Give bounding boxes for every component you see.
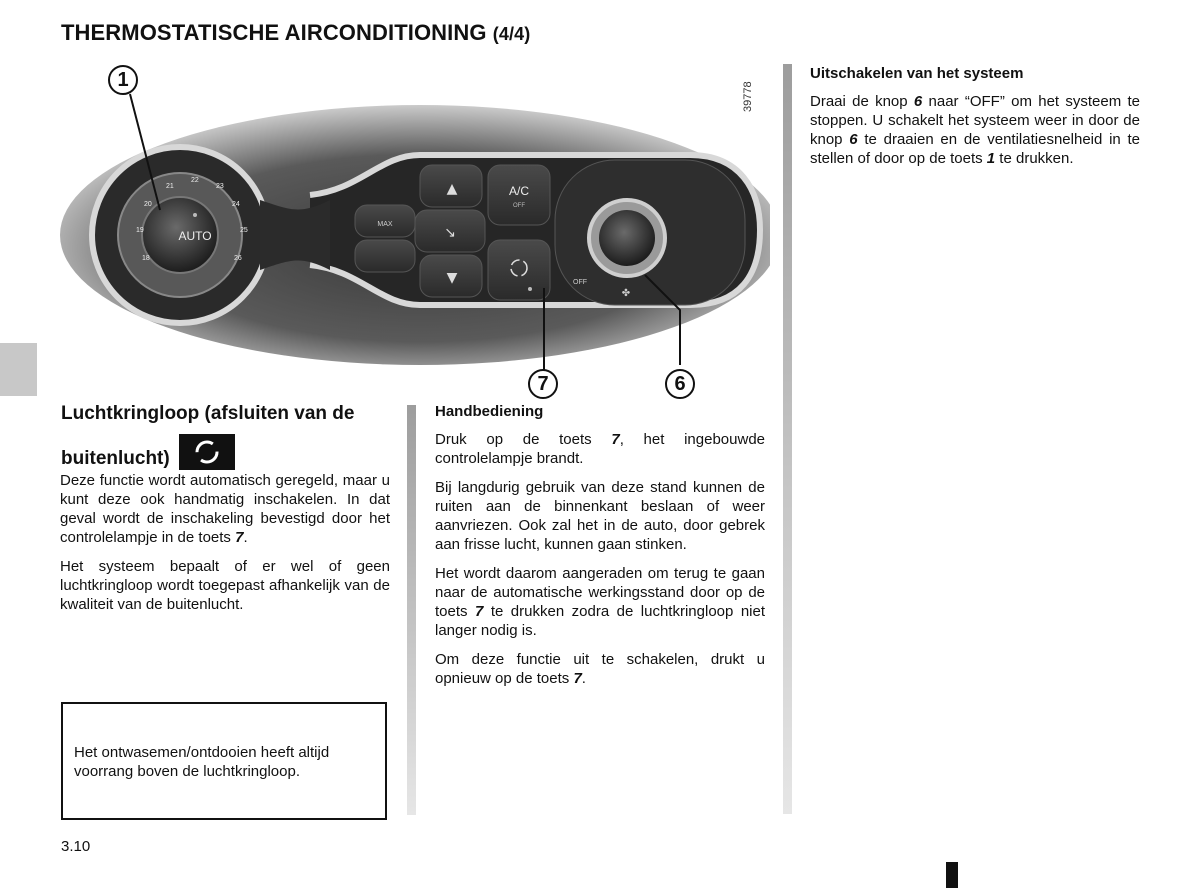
col2-body	[435, 402, 765, 698]
ref-number: 1	[986, 150, 996, 167]
page-indicator: (4/4)	[492, 24, 531, 44]
ref-number: 7	[573, 670, 582, 687]
paragraph	[435, 564, 765, 640]
text-run: te drukken zodra de luchtkringloop niet langer nodig is.	[435, 603, 766, 639]
page-edge-marker	[946, 862, 958, 888]
callout-6: 6	[665, 369, 695, 399]
subheading-manual: Handbediening	[435, 403, 544, 420]
fan-knob[interactable]	[599, 210, 655, 266]
ref-number: 7	[235, 529, 244, 546]
text-run: Deze functie wordt automatisch geregeld, maar u kunt deze ook handmatig inschakelen. In dat geval wordt de inschakeling bevestigd door het controlelampje in de toets	[60, 472, 390, 546]
heading-line-1: Luchtkringloop (afsluiten van de	[61, 403, 355, 424]
paragraph	[435, 650, 765, 688]
recirculation-button[interactable]	[488, 240, 550, 300]
auto-indicator-icon	[193, 213, 197, 217]
text-run: .	[581, 670, 586, 687]
ac-label: A/C	[508, 184, 530, 198]
paragraph: Het systeem bepaalt of er wel of geen luchtkringloop wordt toegepast afhankelijk van de kwaliteit van de buitenlucht.	[60, 558, 390, 613]
max-label: MAX	[377, 221, 393, 228]
down-arrow-icon: ▼	[446, 270, 458, 286]
temp-label: 25	[240, 227, 248, 234]
fan-off-label: OFF	[573, 279, 587, 286]
subheading-switch-off: Uitschakelen van het systeem	[810, 65, 1024, 82]
heading-line-2	[61, 434, 396, 475]
chapter-tab	[0, 343, 37, 396]
column-divider-left	[407, 405, 416, 815]
rear-defrost-button[interactable]	[355, 240, 415, 272]
temp-label: 23	[216, 183, 224, 190]
temp-label: 26	[234, 255, 242, 262]
recirculation-led-icon	[528, 287, 532, 291]
note-text: Het ontwasemen/ontdooien heeft altijd voorrang boven de luchtkringloop.	[74, 744, 330, 780]
page-title	[61, 20, 530, 46]
climate-panel-figure	[60, 60, 770, 400]
paragraph: Bij langdurig gebruik van deze stand kunnen de ruiten aan de binnenkant beslaan of weer aanvriezen. Ook zal het in de auto, door gebrek aan frisse lucht, kunnen gaan stinken.	[435, 479, 765, 553]
fan-area	[555, 160, 745, 305]
panel-neck	[260, 200, 330, 270]
ac-off-label: OFF	[513, 203, 525, 209]
paragraph	[435, 430, 765, 468]
temp-label: 24	[232, 201, 240, 208]
text-run: Om deze functie uit te schakelen, drukt u opnieuw op de toets	[435, 651, 765, 687]
col1-body	[60, 471, 390, 624]
section-heading-recirculation	[61, 397, 396, 475]
paragraph	[810, 92, 1140, 168]
callout-1: 1	[108, 65, 138, 95]
temp-label: 22	[191, 177, 199, 184]
figure-ref-number: 39778	[742, 81, 754, 112]
text-run: Draai de knop	[810, 93, 914, 110]
ref-number: 6	[913, 93, 923, 110]
callout-7: 7	[528, 369, 558, 399]
page-number: 3.10	[61, 838, 91, 855]
col3-body	[810, 64, 1140, 178]
text-run: .	[243, 529, 248, 546]
title-text: THERMOSTATISCHE AIRCONDITIONING	[61, 20, 487, 45]
recirculation-icon	[179, 434, 235, 470]
ref-number: 6	[849, 131, 858, 148]
ref-number: 7	[611, 431, 620, 448]
column-divider-right	[783, 64, 792, 814]
text-run: naar “OFF” om het systeem te stoppen. U schakelt het systeem weer in door de knop	[810, 93, 1140, 148]
temp-label: 19	[136, 227, 144, 234]
heading-line-2-text: buitenlucht)	[61, 448, 170, 469]
text-run: te drukken.	[995, 150, 1074, 167]
up-arrow-icon: ▲	[446, 181, 458, 197]
fan-icon: ✤	[621, 288, 631, 299]
text-run: Druk op de toets	[435, 431, 612, 448]
text-run: te draaien en de ventilatiesnelheid in te stellen of door op de toets	[810, 131, 1140, 167]
temp-label: 20	[144, 201, 152, 208]
text-run: , het ingebouwde controlelampje brandt.	[435, 431, 765, 467]
temp-label: 21	[166, 183, 174, 190]
ref-number: 7	[475, 603, 484, 620]
air-distribution-icon: ↘	[444, 225, 456, 241]
text-run: Het wordt daarom aangeraden om terug te gaan naar de automatische werkingsstand door op de toets	[435, 565, 765, 620]
auto-label: AUTO	[178, 229, 212, 243]
temp-label: 18	[142, 255, 150, 262]
paragraph	[60, 471, 390, 547]
